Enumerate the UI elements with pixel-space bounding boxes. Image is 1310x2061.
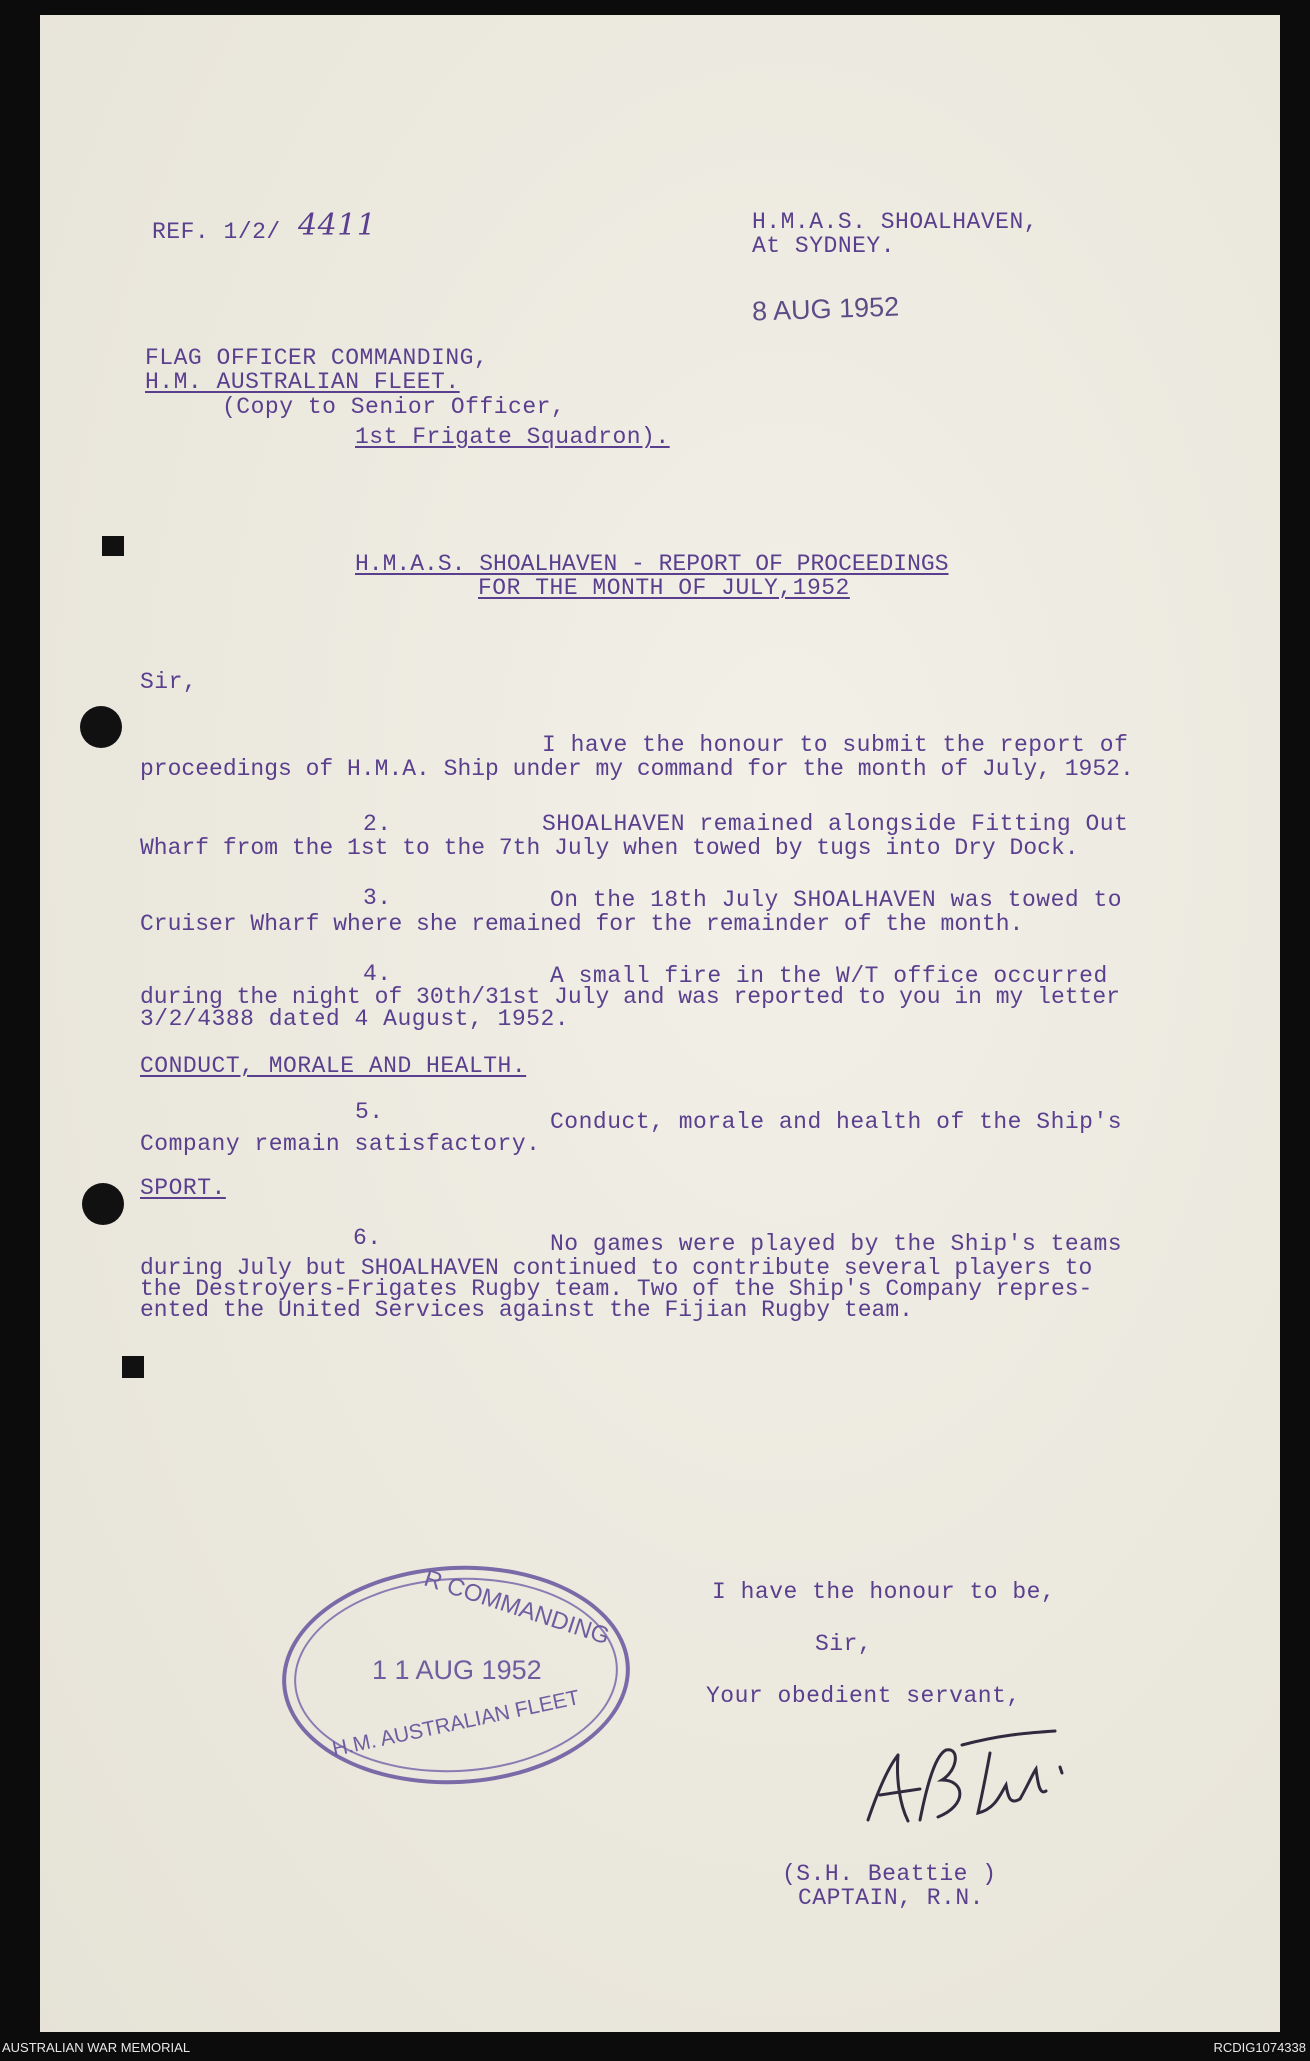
paragraph-5-line-1: Conduct, morale and health of the Ship's — [550, 1109, 1123, 1135]
addressee-line-4: 1st Frigate Squadron). — [355, 424, 670, 450]
received-date-stamp: 8 AUG 1952 — [751, 291, 900, 327]
punch-tab-top — [102, 536, 124, 556]
paragraph-3-line-2: Cruiser Wharf where she remained for the remainder of the month. — [140, 911, 1024, 937]
paragraph-4-line-2: during the night of 30th/31st July and was reported to you in my letter — [140, 984, 1120, 1010]
closing-line-1: I have the honour to be, — [712, 1579, 1056, 1605]
punch-hole-lower — [82, 1183, 124, 1225]
signatory-rank: CAPTAIN, R.N. — [798, 1885, 984, 1911]
paragraph-6-line-3: the Destroyers-Frigates Rugby team. Two of the Ship's Company repres- — [140, 1276, 1093, 1302]
paragraph-6-number: 6. — [353, 1225, 382, 1251]
salutation: Sir, — [140, 669, 198, 695]
paragraph-4-line-1: A small fire in the W/T office occurred — [550, 963, 1108, 989]
oval-stamp-bottom-text: H.M. AUSTRALIAN FLEET — [330, 1686, 582, 1761]
reference-number: REF. 1/2/ — [152, 219, 281, 245]
punch-hole-upper — [80, 706, 122, 748]
paragraph-5-line-2: Company remain satisfactory. — [140, 1131, 541, 1157]
report-title-line-1: H.M.A.S. SHOALHAVEN - REPORT OF PROCEEDINGS — [355, 551, 949, 577]
ship-location: At SYDNEY. — [752, 233, 896, 259]
paragraph-3-number: 3. — [363, 885, 392, 911]
paragraph-2-number: 2. — [363, 811, 392, 837]
heading-conduct: CONDUCT, MORALE AND HEALTH. — [140, 1053, 527, 1079]
footer-item-id: RCDIG1074338 — [1213, 2040, 1306, 2055]
addressee-line-3: (Copy to Senior Officer, — [222, 394, 566, 420]
closing-line-2: Sir, — [815, 1631, 873, 1657]
addressee-line-1: FLAG OFFICER COMMANDING, — [145, 345, 489, 371]
paragraph-6-line-2: during July but SHOALHAVEN continued to contribute several players to — [140, 1255, 1093, 1281]
paragraph-2-line-1: SHOALHAVEN remained alongside Fitting Out — [542, 811, 1129, 837]
ship-name: H.M.A.S. SHOALHAVEN, — [752, 209, 1039, 235]
handwritten-signature — [850, 1725, 1090, 1845]
reference-handwritten: 4411 — [298, 208, 377, 243]
addressee-line-2: H.M. AUSTRALIAN FLEET. — [145, 369, 460, 395]
paragraph-4-line-3: 3/2/4388 dated 4 August, 1952. — [140, 1006, 570, 1032]
oval-stamp-top-text: R COMMANDING — [420, 1564, 613, 1651]
paragraph-1-line-2: proceedings of H.M.A. Ship under my command for the month of July, 1952. — [140, 756, 1134, 782]
report-title-line-2: FOR THE MONTH OF JULY,1952 — [478, 575, 850, 601]
signatory-name: (S.H. Beattie ) — [782, 1861, 997, 1887]
paragraph-6-line-1: No games were played by the Ship's teams — [550, 1231, 1123, 1257]
paragraph-1-line-1: I have the honour to submit the report of — [542, 732, 1129, 758]
closing-line-3: Your obedient servant, — [706, 1683, 1021, 1709]
punch-tab-bottom — [122, 1356, 144, 1378]
oval-stamp-date: 1 1 AUG 1952 — [372, 1655, 542, 1685]
paragraph-2-line-2: Wharf from the 1st to the 7th July when towed by tugs into Dry Dock. — [140, 835, 1079, 861]
paragraph-3-line-1: On the 18th July SHOALHAVEN was towed to — [550, 887, 1123, 913]
paragraph-4-number: 4. — [363, 961, 392, 987]
footer-archive-name: AUSTRALIAN WAR MEMORIAL — [2, 2040, 191, 2055]
paragraph-5-number: 5. — [355, 1099, 384, 1125]
heading-sport: SPORT. — [140, 1175, 226, 1201]
paragraph-6-line-4: ented the United Services against the Fijian Rugby team. — [140, 1297, 913, 1323]
